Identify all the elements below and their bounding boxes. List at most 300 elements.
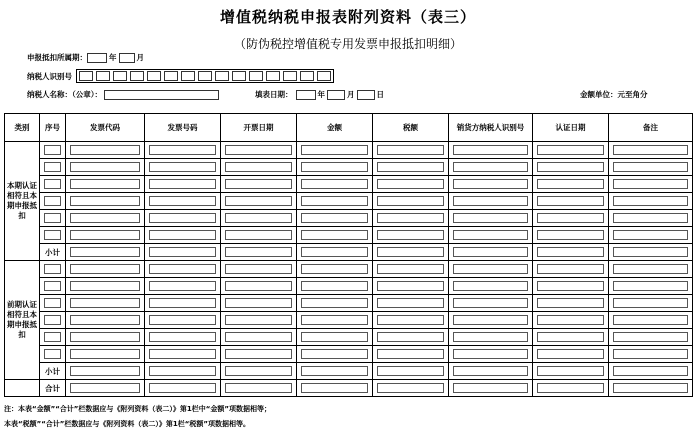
tin-digit-input[interactable] bbox=[232, 71, 246, 81]
certification-date-cell bbox=[533, 312, 609, 329]
fill-year-label: 年 bbox=[317, 90, 325, 99]
invoice-number-cell bbox=[145, 363, 221, 380]
invoice-date-cell bbox=[221, 227, 297, 244]
certification-date-input[interactable] bbox=[537, 332, 605, 342]
remarks-cell bbox=[609, 159, 693, 176]
column-header: 金额 bbox=[297, 114, 373, 142]
invoice-code-cell bbox=[66, 261, 145, 278]
amount-input[interactable] bbox=[301, 196, 369, 206]
table-row bbox=[5, 176, 693, 193]
name-row bbox=[27, 89, 219, 100]
certification-date-input[interactable] bbox=[537, 162, 605, 172]
seller-tin-input[interactable] bbox=[453, 213, 528, 223]
tax-amount-cell bbox=[373, 193, 449, 210]
seller-tin-cell bbox=[449, 312, 533, 329]
seller-tin-cell bbox=[449, 159, 533, 176]
total-invoice-code-cell bbox=[66, 380, 145, 397]
period-year-label: 年 bbox=[109, 53, 117, 62]
invoice-number-input[interactable] bbox=[149, 247, 217, 257]
sequence-input[interactable] bbox=[44, 281, 62, 291]
invoice-code-input[interactable] bbox=[70, 162, 140, 172]
seller-tin-cell bbox=[449, 363, 533, 380]
invoice-date-cell bbox=[221, 244, 297, 261]
invoice-date-input[interactable] bbox=[225, 145, 293, 155]
seller-tin-input[interactable] bbox=[453, 298, 528, 308]
sequence-input[interactable] bbox=[44, 298, 62, 308]
tax-amount-input[interactable] bbox=[377, 264, 445, 274]
total-amount-input[interactable] bbox=[301, 383, 369, 393]
certification-date-input[interactable] bbox=[537, 366, 605, 376]
fill-day-label: 日 bbox=[376, 90, 384, 99]
amount-cell bbox=[297, 329, 373, 346]
tin-digit-input[interactable] bbox=[181, 71, 195, 81]
period-year-input[interactable] bbox=[87, 53, 107, 63]
invoice-code-cell bbox=[66, 278, 145, 295]
sequence-input[interactable] bbox=[44, 230, 62, 240]
amount-cell bbox=[297, 210, 373, 227]
taxpayer-name-label: 纳税人名称：（公章）： bbox=[27, 90, 102, 99]
remarks-input[interactable] bbox=[613, 298, 688, 308]
tax-amount-cell bbox=[373, 329, 449, 346]
total-row bbox=[5, 380, 693, 397]
amount-input[interactable] bbox=[301, 264, 369, 274]
invoice-date-cell bbox=[221, 295, 297, 312]
amount-cell bbox=[297, 261, 373, 278]
amount-input[interactable] bbox=[301, 298, 369, 308]
total-certification-date-cell bbox=[533, 380, 609, 397]
table-row bbox=[5, 159, 693, 176]
amount-input[interactable] bbox=[301, 315, 369, 325]
remarks-input[interactable] bbox=[613, 196, 688, 206]
remarks-input[interactable] bbox=[613, 264, 688, 274]
certification-date-cell bbox=[533, 176, 609, 193]
invoice-code-input[interactable] bbox=[70, 332, 140, 342]
tax-amount-cell bbox=[373, 346, 449, 363]
certification-date-cell bbox=[533, 193, 609, 210]
invoice-code-input[interactable] bbox=[70, 366, 140, 376]
invoice-code-input[interactable] bbox=[70, 179, 140, 189]
table-row bbox=[5, 346, 693, 363]
sequence-input[interactable] bbox=[44, 162, 62, 172]
invoice-date-input[interactable] bbox=[225, 315, 293, 325]
total-tax-amount-input[interactable] bbox=[377, 383, 445, 393]
invoice-number-input[interactable] bbox=[149, 179, 217, 189]
tin-digit-input[interactable] bbox=[164, 71, 178, 81]
taxpayer-name-input[interactable] bbox=[104, 90, 219, 100]
tax-amount-cell bbox=[373, 176, 449, 193]
table-row bbox=[5, 210, 693, 227]
amount-input[interactable] bbox=[301, 213, 369, 223]
total-amount-cell bbox=[297, 380, 373, 397]
seller-tin-input[interactable] bbox=[453, 366, 528, 376]
remarks-cell bbox=[609, 244, 693, 261]
amount-input[interactable] bbox=[301, 281, 369, 291]
invoice-number-input[interactable] bbox=[149, 213, 217, 223]
seller-tin-input[interactable] bbox=[453, 145, 528, 155]
category-cell: 本期认证相符且本期申报抵扣 bbox=[5, 142, 40, 261]
sequence-cell bbox=[40, 261, 66, 278]
amount-input[interactable] bbox=[301, 332, 369, 342]
certification-date-input[interactable] bbox=[537, 349, 605, 359]
seller-tin-cell bbox=[449, 193, 533, 210]
seller-tin-input[interactable] bbox=[453, 264, 528, 274]
remarks-input[interactable] bbox=[613, 332, 688, 342]
invoice-date-cell bbox=[221, 159, 297, 176]
table-row bbox=[5, 261, 693, 278]
invoice-number-input[interactable] bbox=[149, 145, 217, 155]
sequence-input[interactable] bbox=[44, 264, 62, 274]
total-invoice-number-cell bbox=[145, 380, 221, 397]
column-header: 销货方纳税人识别号 bbox=[449, 114, 533, 142]
invoice-number-cell bbox=[145, 278, 221, 295]
tax-amount-cell bbox=[373, 278, 449, 295]
tax-amount-input[interactable] bbox=[377, 281, 445, 291]
invoice-code-cell bbox=[66, 346, 145, 363]
amount-cell bbox=[297, 227, 373, 244]
deduction-detail-table bbox=[4, 113, 693, 397]
tax-amount-cell bbox=[373, 210, 449, 227]
invoice-date-cell bbox=[221, 278, 297, 295]
invoice-date-cell bbox=[221, 142, 297, 159]
total-remarks-input[interactable] bbox=[613, 383, 688, 393]
certification-date-input[interactable] bbox=[537, 247, 605, 257]
table-row bbox=[5, 312, 693, 329]
sequence-input[interactable] bbox=[44, 349, 62, 359]
tax-amount-input[interactable] bbox=[377, 298, 445, 308]
seller-tin-input[interactable] bbox=[453, 230, 528, 240]
remarks-cell bbox=[609, 329, 693, 346]
sequence-input[interactable] bbox=[44, 145, 62, 155]
tax-amount-input[interactable] bbox=[377, 196, 445, 206]
remarks-input[interactable] bbox=[613, 145, 688, 155]
remarks-cell bbox=[609, 210, 693, 227]
sequence-input[interactable] bbox=[44, 213, 62, 223]
certification-date-input[interactable] bbox=[537, 196, 605, 206]
amount-cell bbox=[297, 176, 373, 193]
tax-amount-input[interactable] bbox=[377, 247, 445, 257]
total-seller-tin-input[interactable] bbox=[453, 383, 528, 393]
amount-input[interactable] bbox=[301, 145, 369, 155]
remarks-cell bbox=[609, 227, 693, 244]
tin-digit-input[interactable] bbox=[249, 71, 263, 81]
tin-digit-input[interactable] bbox=[198, 71, 212, 81]
column-header: 税额 bbox=[373, 114, 449, 142]
sequence-cell bbox=[40, 176, 66, 193]
invoice-date-cell bbox=[221, 261, 297, 278]
sequence-cell bbox=[40, 295, 66, 312]
invoice-code-cell bbox=[66, 227, 145, 244]
tin-digit-input[interactable] bbox=[266, 71, 280, 81]
remarks-cell bbox=[609, 363, 693, 380]
invoice-date-input[interactable] bbox=[225, 298, 293, 308]
seller-tin-input[interactable] bbox=[453, 349, 528, 359]
fill-day-input[interactable] bbox=[357, 90, 375, 100]
category-cell: 前期认证相符且本期申报抵扣 bbox=[5, 261, 40, 380]
remarks-input[interactable] bbox=[613, 247, 688, 257]
invoice-code-cell bbox=[66, 312, 145, 329]
tax-amount-cell bbox=[373, 295, 449, 312]
total-label: 合计 bbox=[40, 380, 66, 397]
invoice-number-input[interactable] bbox=[149, 281, 217, 291]
remarks-cell bbox=[609, 278, 693, 295]
period-label: 申报抵扣所属期： bbox=[27, 53, 87, 62]
total-invoice-date-cell bbox=[221, 380, 297, 397]
amount-cell bbox=[297, 278, 373, 295]
sequence-cell bbox=[40, 312, 66, 329]
invoice-number-input[interactable] bbox=[149, 298, 217, 308]
seller-tin-input[interactable] bbox=[453, 196, 528, 206]
fill-year-input[interactable] bbox=[296, 90, 316, 100]
invoice-date-input[interactable] bbox=[225, 196, 293, 206]
tax-amount-input[interactable] bbox=[377, 332, 445, 342]
total-tax-amount-cell bbox=[373, 380, 449, 397]
invoice-code-input[interactable] bbox=[70, 264, 140, 274]
invoice-code-cell bbox=[66, 176, 145, 193]
period-month-input[interactable] bbox=[119, 53, 135, 63]
tin-digit-input[interactable] bbox=[300, 71, 314, 81]
certification-date-input[interactable] bbox=[537, 145, 605, 155]
invoice-date-input[interactable] bbox=[225, 179, 293, 189]
amount-cell bbox=[297, 142, 373, 159]
subtotal-label: 小计 bbox=[40, 244, 66, 261]
invoice-number-cell bbox=[145, 142, 221, 159]
invoice-date-cell bbox=[221, 193, 297, 210]
invoice-number-input[interactable] bbox=[149, 349, 217, 359]
invoice-date-cell bbox=[221, 312, 297, 329]
certification-date-input[interactable] bbox=[537, 179, 605, 189]
amount-cell bbox=[297, 346, 373, 363]
invoice-number-input[interactable] bbox=[149, 264, 217, 274]
invoice-code-input[interactable] bbox=[70, 247, 140, 257]
remarks-input[interactable] bbox=[613, 213, 688, 223]
remarks-cell bbox=[609, 261, 693, 278]
fill-month-label: 月 bbox=[347, 90, 355, 99]
sequence-input[interactable] bbox=[44, 196, 62, 206]
invoice-date-input[interactable] bbox=[225, 366, 293, 376]
certification-date-cell bbox=[533, 261, 609, 278]
tin-digit-input[interactable] bbox=[96, 71, 110, 81]
tax-amount-input[interactable] bbox=[377, 315, 445, 325]
amount-cell bbox=[297, 295, 373, 312]
column-header: 发票代码 bbox=[66, 114, 145, 142]
total-remarks-cell bbox=[609, 380, 693, 397]
invoice-code-input[interactable] bbox=[70, 213, 140, 223]
tax-amount-cell bbox=[373, 261, 449, 278]
remarks-cell bbox=[609, 346, 693, 363]
certification-date-input[interactable] bbox=[537, 264, 605, 274]
tax-amount-cell bbox=[373, 312, 449, 329]
table-row bbox=[5, 329, 693, 346]
seller-tin-cell bbox=[449, 176, 533, 193]
invoice-date-input[interactable] bbox=[225, 247, 293, 257]
table-row bbox=[5, 227, 693, 244]
table-row bbox=[5, 363, 693, 380]
tin-digit-input[interactable] bbox=[130, 71, 144, 81]
tax-amount-input[interactable] bbox=[377, 230, 445, 240]
tin-label: 纳税人识别号 bbox=[27, 71, 72, 81]
invoice-number-cell bbox=[145, 329, 221, 346]
seller-tin-cell bbox=[449, 261, 533, 278]
certification-date-cell bbox=[533, 329, 609, 346]
invoice-code-input[interactable] bbox=[70, 281, 140, 291]
tax-amount-input[interactable] bbox=[377, 162, 445, 172]
tin-box-group bbox=[76, 69, 334, 83]
invoice-number-input[interactable] bbox=[149, 162, 217, 172]
tax-amount-cell bbox=[373, 363, 449, 380]
invoice-date-input[interactable] bbox=[225, 281, 293, 291]
table-row bbox=[5, 278, 693, 295]
invoice-number-input[interactable] bbox=[149, 332, 217, 342]
table-header-row bbox=[5, 114, 693, 142]
invoice-number-cell bbox=[145, 193, 221, 210]
fill-month-input[interactable] bbox=[327, 90, 345, 100]
total-category-cell bbox=[5, 380, 40, 397]
tax-amount-input[interactable] bbox=[377, 145, 445, 155]
invoice-number-cell bbox=[145, 312, 221, 329]
table-row bbox=[5, 142, 693, 159]
tin-digit-input[interactable] bbox=[283, 71, 297, 81]
total-invoice-code-input[interactable] bbox=[70, 383, 140, 393]
seller-tin-cell bbox=[449, 244, 533, 261]
seller-tin-input[interactable] bbox=[453, 162, 528, 172]
invoice-date-cell bbox=[221, 210, 297, 227]
tin-digit-input[interactable] bbox=[147, 71, 161, 81]
seller-tin-cell bbox=[449, 142, 533, 159]
table-row bbox=[5, 295, 693, 312]
total-invoice-date-input[interactable] bbox=[225, 383, 293, 393]
remarks-cell bbox=[609, 312, 693, 329]
table-row bbox=[5, 244, 693, 261]
column-header: 发票号码 bbox=[145, 114, 221, 142]
sequence-cell bbox=[40, 193, 66, 210]
seller-tin-input[interactable] bbox=[453, 332, 528, 342]
tax-amount-input[interactable] bbox=[377, 366, 445, 376]
invoice-number-cell bbox=[145, 176, 221, 193]
sequence-cell bbox=[40, 278, 66, 295]
total-invoice-number-input[interactable] bbox=[149, 383, 217, 393]
total-certification-date-input[interactable] bbox=[537, 383, 605, 393]
amount-input[interactable] bbox=[301, 366, 369, 376]
note-line-2: 本表“税额”“合计”栏数据应与《附列资料（表二）》第1栏“税额”项数据相等。 bbox=[4, 420, 250, 428]
tax-amount-input[interactable] bbox=[377, 213, 445, 223]
tin-digit-input[interactable] bbox=[113, 71, 127, 81]
certification-date-cell bbox=[533, 142, 609, 159]
seller-tin-input[interactable] bbox=[453, 179, 528, 189]
tax-amount-cell bbox=[373, 244, 449, 261]
invoice-code-input[interactable] bbox=[70, 230, 140, 240]
invoice-number-cell bbox=[145, 261, 221, 278]
amount-input[interactable] bbox=[301, 349, 369, 359]
remarks-input[interactable] bbox=[613, 349, 688, 359]
amount-unit-label: 金额单位：元至角分 bbox=[580, 90, 648, 99]
certification-date-input[interactable] bbox=[537, 230, 605, 240]
tin-digit-input[interactable] bbox=[79, 71, 93, 81]
remarks-cell bbox=[609, 295, 693, 312]
invoice-number-cell bbox=[145, 210, 221, 227]
remarks-input[interactable] bbox=[613, 281, 688, 291]
invoice-date-input[interactable] bbox=[225, 264, 293, 274]
amount-input[interactable] bbox=[301, 162, 369, 172]
invoice-date-input[interactable] bbox=[225, 230, 293, 240]
certification-date-input[interactable] bbox=[537, 281, 605, 291]
remarks-cell bbox=[609, 142, 693, 159]
amount-cell bbox=[297, 159, 373, 176]
invoice-code-input[interactable] bbox=[70, 315, 140, 325]
remarks-cell bbox=[609, 176, 693, 193]
certification-date-cell bbox=[533, 210, 609, 227]
invoice-code-input[interactable] bbox=[70, 145, 140, 155]
invoice-date-input[interactable] bbox=[225, 349, 293, 359]
sequence-cell bbox=[40, 142, 66, 159]
amount-input[interactable] bbox=[301, 230, 369, 240]
invoice-code-input[interactable] bbox=[70, 298, 140, 308]
invoice-number-cell bbox=[145, 244, 221, 261]
form-title: 增值税纳税申报表附列资料（表三） bbox=[219, 8, 476, 26]
seller-tin-cell bbox=[449, 278, 533, 295]
sequence-cell bbox=[40, 210, 66, 227]
seller-tin-cell bbox=[449, 295, 533, 312]
invoice-code-cell bbox=[66, 329, 145, 346]
amount-input[interactable] bbox=[301, 247, 369, 257]
tin-digit-input[interactable] bbox=[215, 71, 229, 81]
seller-tin-input[interactable] bbox=[453, 315, 528, 325]
invoice-code-input[interactable] bbox=[70, 349, 140, 359]
tin-digit-input[interactable] bbox=[317, 71, 331, 81]
remarks-cell bbox=[609, 193, 693, 210]
invoice-date-input[interactable] bbox=[225, 162, 293, 172]
sequence-input[interactable] bbox=[44, 332, 62, 342]
subtotal-label: 小计 bbox=[40, 363, 66, 380]
tax-amount-cell bbox=[373, 227, 449, 244]
sequence-input[interactable] bbox=[44, 179, 62, 189]
tax-amount-input[interactable] bbox=[377, 179, 445, 189]
amount-cell bbox=[297, 363, 373, 380]
remarks-input[interactable] bbox=[613, 230, 688, 240]
invoice-number-input[interactable] bbox=[149, 230, 217, 240]
amount-input[interactable] bbox=[301, 179, 369, 189]
tax-amount-input[interactable] bbox=[377, 349, 445, 359]
fill-date-row bbox=[255, 89, 386, 100]
column-header: 备注 bbox=[609, 114, 693, 142]
remarks-input[interactable] bbox=[613, 366, 688, 376]
invoice-number-input[interactable] bbox=[149, 315, 217, 325]
remarks-input[interactable] bbox=[613, 315, 688, 325]
certification-date-input[interactable] bbox=[537, 298, 605, 308]
invoice-date-input[interactable] bbox=[225, 332, 293, 342]
seller-tin-input[interactable] bbox=[453, 281, 528, 291]
certification-date-input[interactable] bbox=[537, 315, 605, 325]
invoice-code-cell bbox=[66, 244, 145, 261]
column-header: 类别 bbox=[5, 114, 40, 142]
amount-cell bbox=[297, 244, 373, 261]
sequence-cell bbox=[40, 346, 66, 363]
column-header: 认证日期 bbox=[533, 114, 609, 142]
invoice-number-input[interactable] bbox=[149, 366, 217, 376]
invoice-date-input[interactable] bbox=[225, 213, 293, 223]
remarks-input[interactable] bbox=[613, 162, 688, 172]
table-row bbox=[5, 193, 693, 210]
invoice-code-input[interactable] bbox=[70, 196, 140, 206]
invoice-number-cell bbox=[145, 227, 221, 244]
certification-date-input[interactable] bbox=[537, 213, 605, 223]
certification-date-cell bbox=[533, 363, 609, 380]
remarks-input[interactable] bbox=[613, 179, 688, 189]
fill-date-label: 填表日期： bbox=[255, 90, 293, 99]
invoice-number-input[interactable] bbox=[149, 196, 217, 206]
seller-tin-input[interactable] bbox=[453, 247, 528, 257]
sequence-input[interactable] bbox=[44, 315, 62, 325]
invoice-code-cell bbox=[66, 159, 145, 176]
